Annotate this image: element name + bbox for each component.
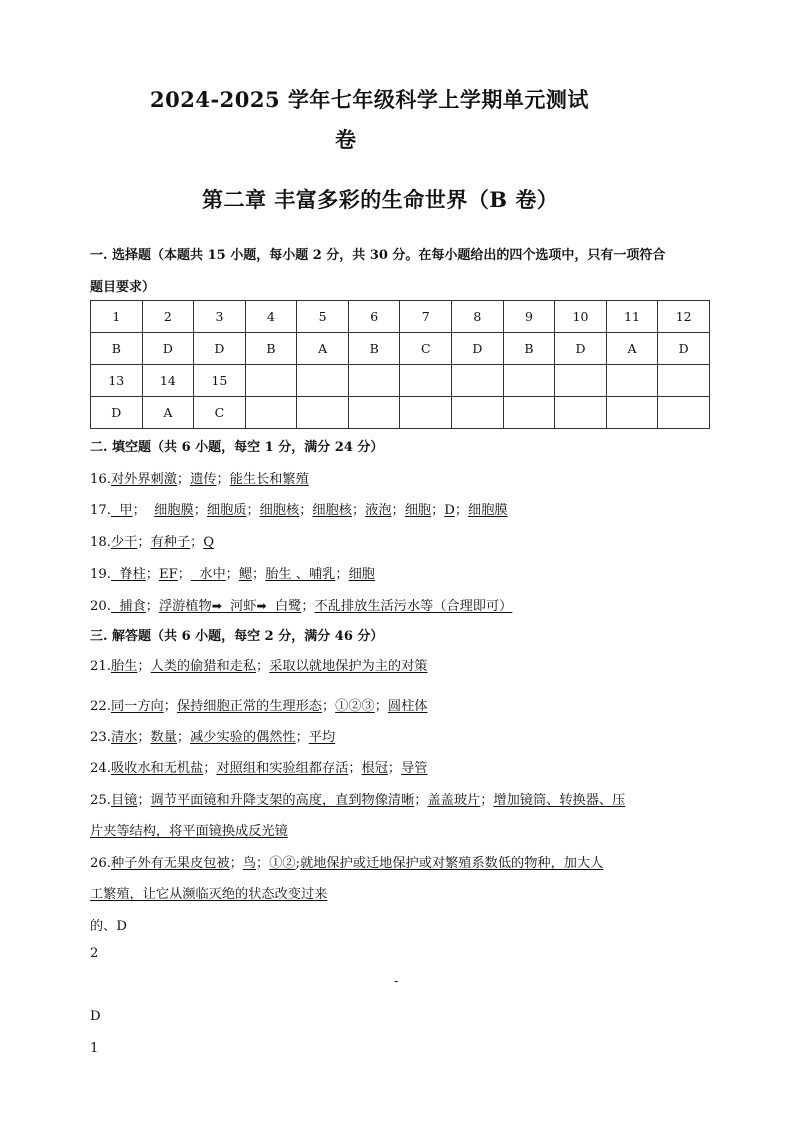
stray-text-2: 2	[90, 946, 99, 961]
arrow-right-icon: ➡	[256, 599, 267, 613]
section1-heading: 一. 选择题（本题共 15 小题，每小题 2 分，共 30 分。在每小题给出的四个选项中，只有一项符合	[90, 248, 666, 263]
table-cell	[245, 365, 297, 397]
stray-text-3: D	[90, 1009, 101, 1024]
table-cell: B	[245, 333, 297, 365]
stray-text-4: 1	[90, 1041, 99, 1056]
table-cell	[297, 365, 349, 397]
table-cell: 8	[452, 301, 504, 333]
table-cell: A	[606, 333, 658, 365]
table-cell: B	[503, 333, 555, 365]
table-cell: C	[194, 397, 246, 429]
table-cell: 11	[606, 301, 658, 333]
table-cell	[503, 365, 555, 397]
table-cell: A	[297, 333, 349, 365]
q22-answer: 22.同一方向；保持细胞正常的生理形态；①②③；圆柱体	[90, 699, 428, 714]
q20-answer: 20. 捕食；浮游植物➡ 河虾➡ 白鹭；不乱排放生活污水等（合理即可）	[90, 599, 513, 614]
table-cell: 5	[297, 301, 349, 333]
q19-answer: 19. 脊柱；EF； 水中；鳃；胎生 、哺乳；细胞	[90, 567, 375, 582]
table-cell: 6	[348, 301, 400, 333]
table-row	[91, 397, 710, 429]
table-cell: D	[91, 397, 143, 429]
table-row	[91, 301, 710, 333]
table-row	[91, 333, 710, 365]
table-cell: 2	[142, 301, 194, 333]
table-cell	[400, 397, 452, 429]
table-cell: D	[658, 333, 710, 365]
q24-answer: 24.吸收水和无机盐；对照组和实验组都存活；根冠；导管	[90, 761, 428, 776]
section3-heading: 三. 解答题（共 6 小题，每空 2 分，满分 46 分）	[90, 629, 384, 644]
table-cell: 15	[194, 365, 246, 397]
table-cell: B	[348, 333, 400, 365]
table-cell	[658, 397, 710, 429]
table-cell: 3	[194, 301, 246, 333]
table-cell: 14	[142, 365, 194, 397]
table-cell	[503, 397, 555, 429]
q18-answer: 18.少干；有种子；Q	[90, 535, 215, 550]
stray-text-1: 的、D	[90, 919, 127, 934]
table-cell: B	[91, 333, 143, 365]
page-title-line1: 2024-2025 学年七年级科学上学期单元测试	[150, 87, 589, 112]
section1-heading-cont: 题目要求）	[90, 280, 156, 295]
table-cell	[245, 397, 297, 429]
arrow-right-icon: ➡	[211, 599, 222, 613]
table-cell: A	[142, 397, 194, 429]
table-cell: 12	[658, 301, 710, 333]
q23-answer: 23.清水；数量；减少实验的偶然性；平均	[90, 730, 336, 745]
table-cell	[348, 365, 400, 397]
table-cell	[555, 397, 607, 429]
q16-answer: 16.对外界刺激；遗传；能生长和繁殖	[90, 472, 309, 487]
table-cell: D	[555, 333, 607, 365]
table-cell	[348, 397, 400, 429]
q25-answer: 25.目镜；调节平面镜和升降支架的高度，直到物像清晰；盖盖玻片；增加镜筒、转换器、压	[90, 793, 626, 808]
table-cell: C	[400, 333, 452, 365]
table-cell: 10	[555, 301, 607, 333]
q25-answer-cont: 片夹等结构，将平面镜换成反光镜	[90, 824, 288, 839]
table-cell	[297, 397, 349, 429]
table-cell: 1	[91, 301, 143, 333]
table-cell	[452, 365, 504, 397]
q21-answer: 21.胎生；人类的偷猎和走私；采取以就地保护为主的对策	[90, 659, 428, 674]
q17-answer: 17. 甲； 细胞膜；细胞质；细胞核；细胞核；液泡；细胞；D；细胞膜	[90, 503, 508, 518]
table-cell	[452, 397, 504, 429]
table-cell: D	[194, 333, 246, 365]
table-row	[91, 365, 710, 397]
page-title-line2: 卷	[335, 127, 356, 152]
table-cell: 13	[91, 365, 143, 397]
table-cell: D	[452, 333, 504, 365]
chapter-title: 第二章 丰富多彩的生命世界（B 卷）	[202, 187, 559, 212]
table-cell	[400, 365, 452, 397]
stray-dash: -	[394, 974, 399, 988]
q26-answer: 26.种子外有无果皮包被；鸟；①②;就地保护或迁地保护或对繁殖系数低的物种，加大人	[90, 856, 604, 871]
table-cell	[555, 365, 607, 397]
table-cell: 7	[400, 301, 452, 333]
table-cell	[606, 365, 658, 397]
table-cell	[606, 397, 658, 429]
section2-heading: 二. 填空题（共 6 小题，每空 1 分，满分 24 分）	[90, 440, 384, 455]
q26-answer-cont: 工繁殖，让它从濒临灭绝的状态改变过来	[90, 887, 328, 902]
table-cell: D	[142, 333, 194, 365]
table-cell: 4	[245, 301, 297, 333]
answer-table	[90, 300, 710, 429]
table-cell: 9	[503, 301, 555, 333]
table-cell	[658, 365, 710, 397]
